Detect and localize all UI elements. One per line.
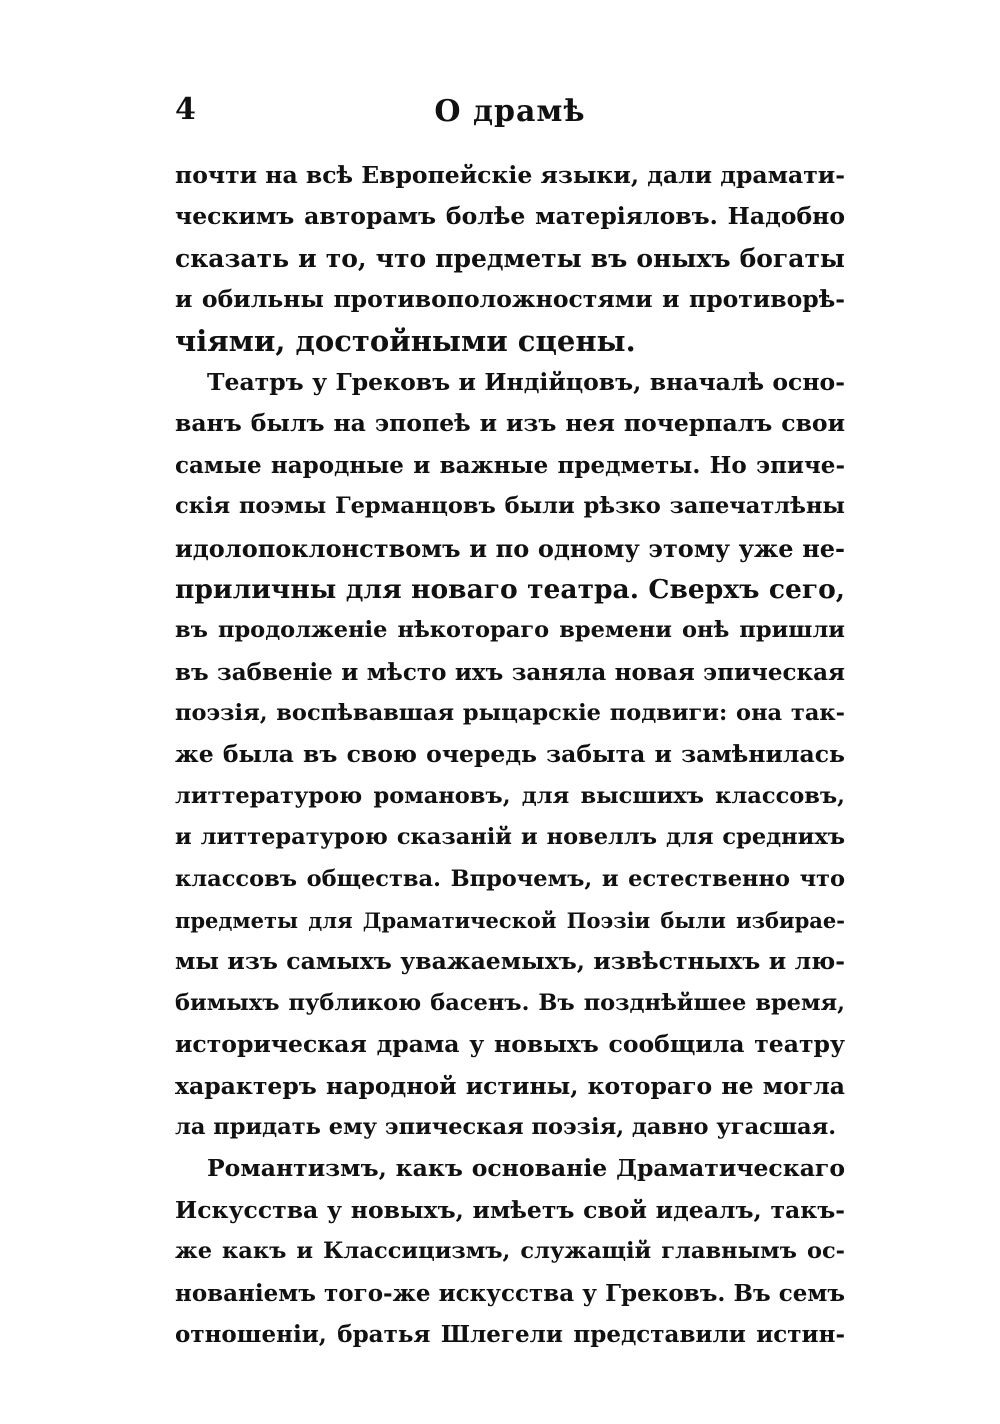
text-line: ческимъ авторамъ болѣе матеріяловъ. Надобно (175, 202, 845, 231)
body-text (175, 155, 845, 1355)
text-line: отношеніи, братья Шлегели представили истин- (175, 1320, 845, 1348)
text-line: и литтературою сказаній и новеллъ для среднихъ (175, 824, 845, 851)
text-line: Театръ у Грековъ и Индійцовъ, вначалѣ осно- (207, 367, 845, 396)
text-line: классовъ общества. Впрочемъ, и естественно что (175, 865, 845, 892)
text-line: скія поэмы Германцовъ были рѣзко запечатлѣны (175, 493, 845, 520)
page-header-title: О драмѣ (434, 94, 586, 129)
text-line: мы изъ самыхъ уважаемыхъ, извѣстныхъ и лю- (175, 947, 845, 976)
text-line: въ продолженіе нѣкотораго времени онѣ пришли (175, 617, 845, 644)
text-line: предметы для Драматической Поэзіи были избирае- (175, 908, 845, 934)
text-line: ла придать ему эпическая поэзія, давно угасшая. (175, 1113, 837, 1140)
text-line: Искусства у новыхъ, имѣетъ свой идеалъ, такъ- (175, 1195, 845, 1224)
text-line: идолопоклонствомъ и по одному этому уже не- (175, 533, 845, 563)
text-line: и обильны противоположностями и противорѣ- (175, 285, 845, 314)
text-line: историческая драма у новыхъ сообщила театру (175, 1030, 845, 1059)
text-line: ванъ былъ на эпопеѣ и изъ нея почерпалъ свои (175, 409, 845, 438)
text-line: поэзія, воспѣвавшая рыцарскіе подвиги: она так- (175, 700, 845, 727)
text-line: литтературою романовъ, для высшихъ классовъ, (175, 782, 845, 809)
running-head (175, 92, 845, 136)
text-line: въ забвеніе и мѣсто ихъ заняла новая эпическая (175, 658, 845, 686)
text-line: почти на всѣ Европейскіе языки, дали драмати- (175, 161, 845, 189)
text-line: приличны для новаго театра. Сверхъ сего, (175, 573, 845, 605)
text-line: бимыхъ публикою басенъ. Въ позднѣйшее время, (175, 989, 845, 1016)
paragraph-2 (175, 362, 845, 1148)
page-number: 4 (175, 92, 196, 127)
text-line: нованіемъ того-же искусства у Грековъ. Въ семъ (175, 1279, 845, 1307)
paragraph-3 (175, 1148, 845, 1355)
text-line: самые народные и важные предметы. Но эпиче- (175, 451, 845, 479)
text-line: сказать и то, что предметы въ оныхъ богаты (175, 243, 845, 273)
text-line: же была въ свою очередь забыта и замѣнилась (175, 740, 845, 769)
text-line: Романтизмъ, какъ основаніе Драматическаго (207, 1154, 845, 1183)
text-line: же какъ и Классицизмъ, служащій главнымъ ос- (175, 1238, 845, 1265)
paragraph-1 (175, 155, 845, 362)
text-line: чіями, достойными сцены. (175, 323, 636, 358)
text-line: характеръ народной истины, котораго не могла (175, 1071, 845, 1100)
